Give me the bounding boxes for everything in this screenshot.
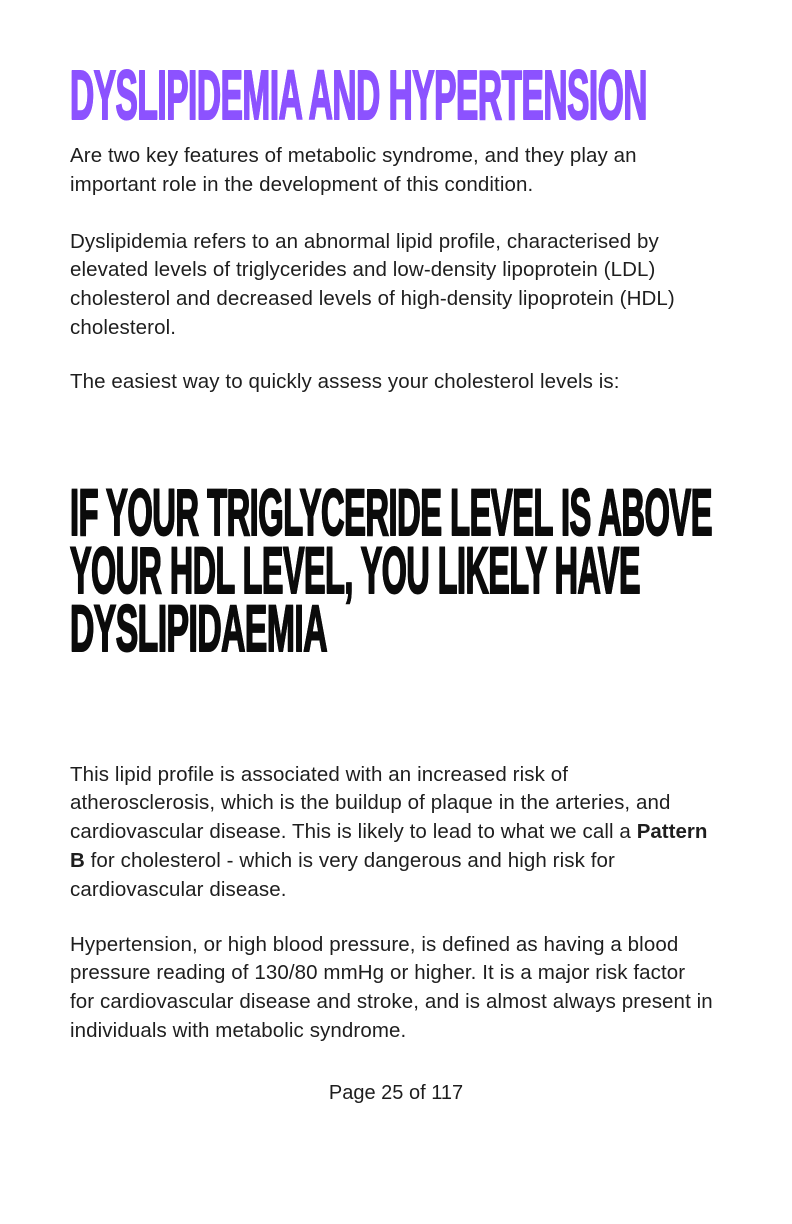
callout-line-3 (70, 590, 715, 665)
lipid-risk-text-before: This lipid profile is associated with an increased risk of atherosclerosis, which is the buildup of plaque in the arteries, and cardiovascular disease. This is likely to lead to what we call a (70, 762, 671, 844)
page-number: Page 25 of 117 (328, 1081, 464, 1104)
page-title-text: DYSLIPIDEMIA AND HYPERTENSION (70, 56, 647, 134)
callout-line-1-text: IF YOUR TRIGLYCERIDE LEVEL IS ABOVE (70, 474, 712, 549)
dyslipidemia-definition-paragraph: Dyslipidemia refers to an abnormal lipid profile, characterised by elevated levels of triglycerides and low-density lipoprotein (LDL) cholesterol and decreased levels of high-density lipoprotein (HDL) cholesterol. (70, 229, 675, 339)
callout-line-2-text: YOUR HDL LEVEL, YOU LIKELY HAVE (70, 532, 640, 607)
hypertension-paragraph: Hypertension, or high blood pressure, is defined as having a blood pressure reading of 130/80 mmHg or higher. It is a major risk factor for cardiovascular disease and stroke, and is almost always present in individuals with metabolic syndrome. (70, 932, 713, 1042)
page-title (70, 56, 715, 134)
lipid-risk-text-after: for cholesterol - which is very dangerous and high risk for cardiovascular disease. (70, 848, 615, 901)
callout-heading (70, 474, 715, 665)
lipid-risk-paragraph (70, 761, 715, 905)
callout-line-3-text: DYSLIPIDAEMIA (70, 590, 327, 665)
pattern-b-emphasis: Pattern B (70, 820, 708, 872)
intro-paragraph: Are two key features of metabolic syndrome, and they play an important role in the development of this condition. (70, 144, 637, 196)
assessment-lead-in-paragraph: The easiest way to quickly assess your cholesterol levels is: (70, 369, 620, 393)
